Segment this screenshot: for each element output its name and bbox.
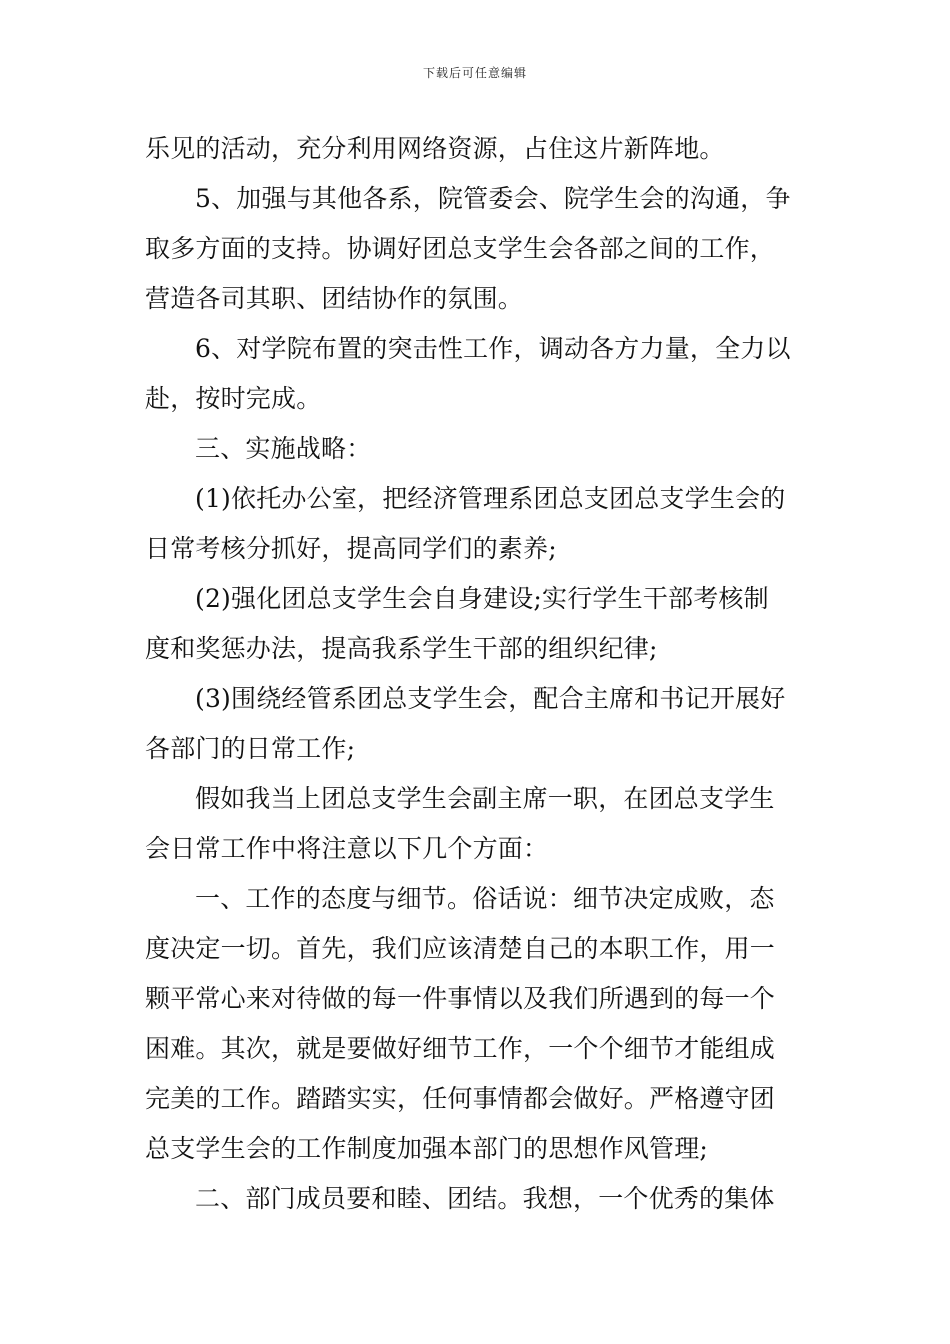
- text-line: 度和奖惩办法，提高我系学生干部的组织纪律;: [145, 634, 658, 663]
- text-line: 假如我当上团总支学生会副主席一职，在团总支学生: [195, 784, 775, 813]
- text-line: (1)依托办公室，把经济管理系团总支团总支学生会的: [195, 484, 786, 513]
- page-header: 下载后可任意编辑: [422, 66, 527, 80]
- text-line: 二、部门成员要和睦、团结。我想，一个优秀的集体: [195, 1184, 775, 1213]
- text-line: 日常考核分抓好，提高同学们的素养;: [145, 534, 557, 563]
- text-line: 5、加强与其他各系，院管委会、院学生会的沟通，争: [195, 184, 791, 213]
- text-line: (3)围绕经管系团总支学生会，配合主席和书记开展好: [195, 684, 786, 713]
- text-line: 颗平常心来对待做的每一件事情以及我们所遇到的每一个: [145, 984, 776, 1013]
- text-line: 完美的工作。踏踏实实，任何事情都会做好。严格遵守团: [145, 1084, 776, 1113]
- text-line: 总支学生会的工作制度加强本部门的思想作风管理;: [145, 1134, 709, 1163]
- text-line: 乐见的活动，充分利用网络资源，占住这片新阵地。: [145, 134, 725, 163]
- text-line: 6、对学院布置的突击性工作，调动各方力量，全力以: [195, 334, 791, 363]
- text-line: 取多方面的支持。协调好团总支学生会各部之间的工作，: [145, 234, 776, 263]
- text-line: 各部门的日常工作;: [145, 734, 356, 763]
- text-line: 赴，按时完成。: [145, 384, 322, 413]
- text-line: 度决定一切。首先，我们应该清楚自己的本职工作，用一: [145, 934, 776, 963]
- section-heading: 三、实施战略：: [195, 434, 372, 463]
- text-line: 困难。其次，就是要做好细节工作，一个个细节才能组成: [145, 1034, 776, 1063]
- text-line: 营造各司其职、团结协作的氛围。: [145, 284, 524, 313]
- text-line: 会日常工作中将注意以下几个方面：: [145, 834, 549, 863]
- text-line: (2)强化团总支学生会自身建设;实行学生干部考核制: [195, 584, 769, 613]
- text-line: 一、工作的态度与细节。俗话说：细节决定成败，态: [195, 884, 775, 913]
- document-body: [145, 124, 809, 1224]
